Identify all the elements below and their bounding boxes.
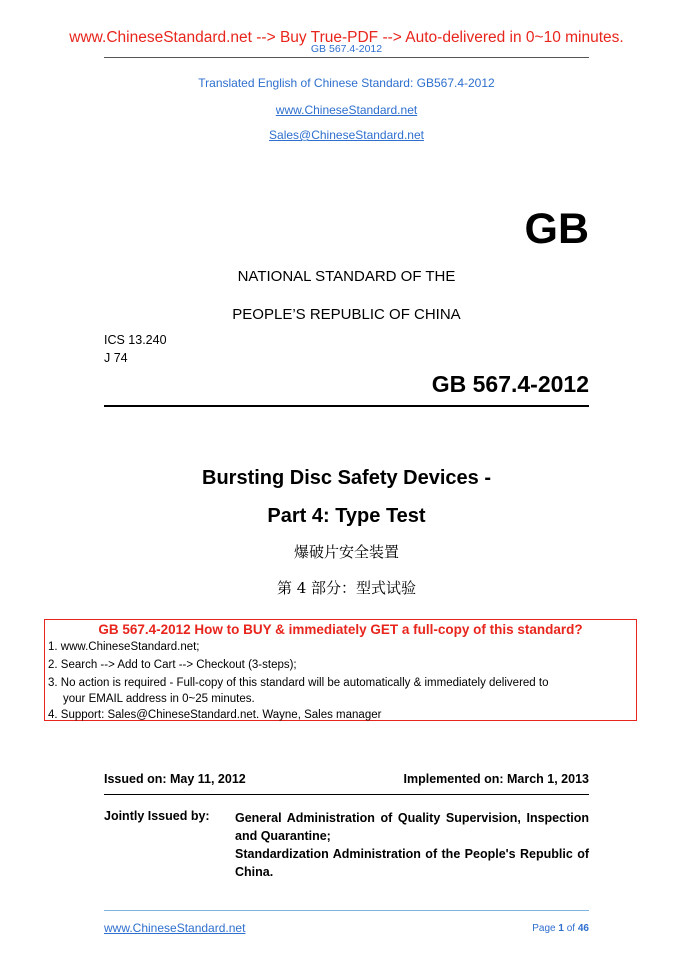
issued-on-date: Issued on: May 11, 2012 xyxy=(104,772,246,786)
issuer-aqsiq: General Administration of Quality Supervision, Inspection and Quarantine; xyxy=(235,811,589,843)
buy-box-title: GB 567.4-2012 How to BUY & immediately GET a full-copy of this standard? xyxy=(98,622,583,637)
website-link[interactable] xyxy=(0,101,693,119)
document-title-line1: Bursting Disc Safety Devices - xyxy=(202,467,491,489)
page-indicator xyxy=(532,923,589,934)
gb-mark: GB xyxy=(524,205,589,253)
page-of: of xyxy=(563,923,578,934)
page-prefix: Page xyxy=(532,923,559,934)
buy-step-3-continued: your EMAIL address in 0~25 minutes. xyxy=(63,693,255,705)
issuer-sac: Standardization Administration of the People's Republic of China. xyxy=(235,847,589,879)
translated-note: Translated English of Chinese Standard: GB567.4-2012 xyxy=(198,76,495,90)
footer-divider xyxy=(104,910,589,911)
header-divider xyxy=(104,57,589,58)
email-link-text[interactable]: Sales@ChineseStandard.net xyxy=(269,128,424,142)
chinese-title-line1: 爆破片安全装置 xyxy=(293,543,399,561)
national-standard-line1: NATIONAL STANDARD OF THE xyxy=(237,268,456,285)
chinese-title-line2: 第 4 部分：型式试验 xyxy=(276,579,417,597)
j-code: J 74 xyxy=(104,351,128,365)
buy-step-2: 2. Search --> Add to Cart --> Checkout (3-steps); xyxy=(48,659,297,671)
standard-number-divider xyxy=(104,405,589,407)
page-current: 1 xyxy=(558,923,564,934)
ics-code: ICS 13.240 xyxy=(104,333,167,347)
email-link[interactable] xyxy=(0,126,693,144)
page-total: 46 xyxy=(577,923,589,934)
promo-header[interactable]: www.ChineseStandard.net --> Buy True-PDF --> Auto-delivered in 0~10 minutes. xyxy=(69,29,624,46)
buy-step-4: 4. Support: Sales@ChineseStandard.net. Wayne, Sales manager xyxy=(48,709,382,721)
buy-step-1[interactable]: 1. www.ChineseStandard.net; xyxy=(48,641,200,653)
document-title-line2: Part 4: Type Test xyxy=(267,505,426,527)
standard-number: GB 567.4-2012 xyxy=(431,371,589,397)
national-standard-line2: PEOPLE’S REPUBLIC OF CHINA xyxy=(232,306,461,323)
implemented-on-date: Implemented on: March 1, 2013 xyxy=(403,772,589,786)
buy-step-3: 3. No action is required - Full-copy of this standard will be automatically & immediately delivered to xyxy=(48,677,549,689)
footer-website-link[interactable]: www.ChineseStandard.net xyxy=(104,921,246,935)
jointly-issued-label: Jointly Issued by: xyxy=(104,809,210,823)
website-link-text[interactable]: www.ChineseStandard.net xyxy=(275,103,418,117)
header-standard-code: GB 567.4-2012 xyxy=(310,43,383,55)
issue-date-divider xyxy=(104,794,589,795)
buy-instructions-box xyxy=(44,619,637,721)
